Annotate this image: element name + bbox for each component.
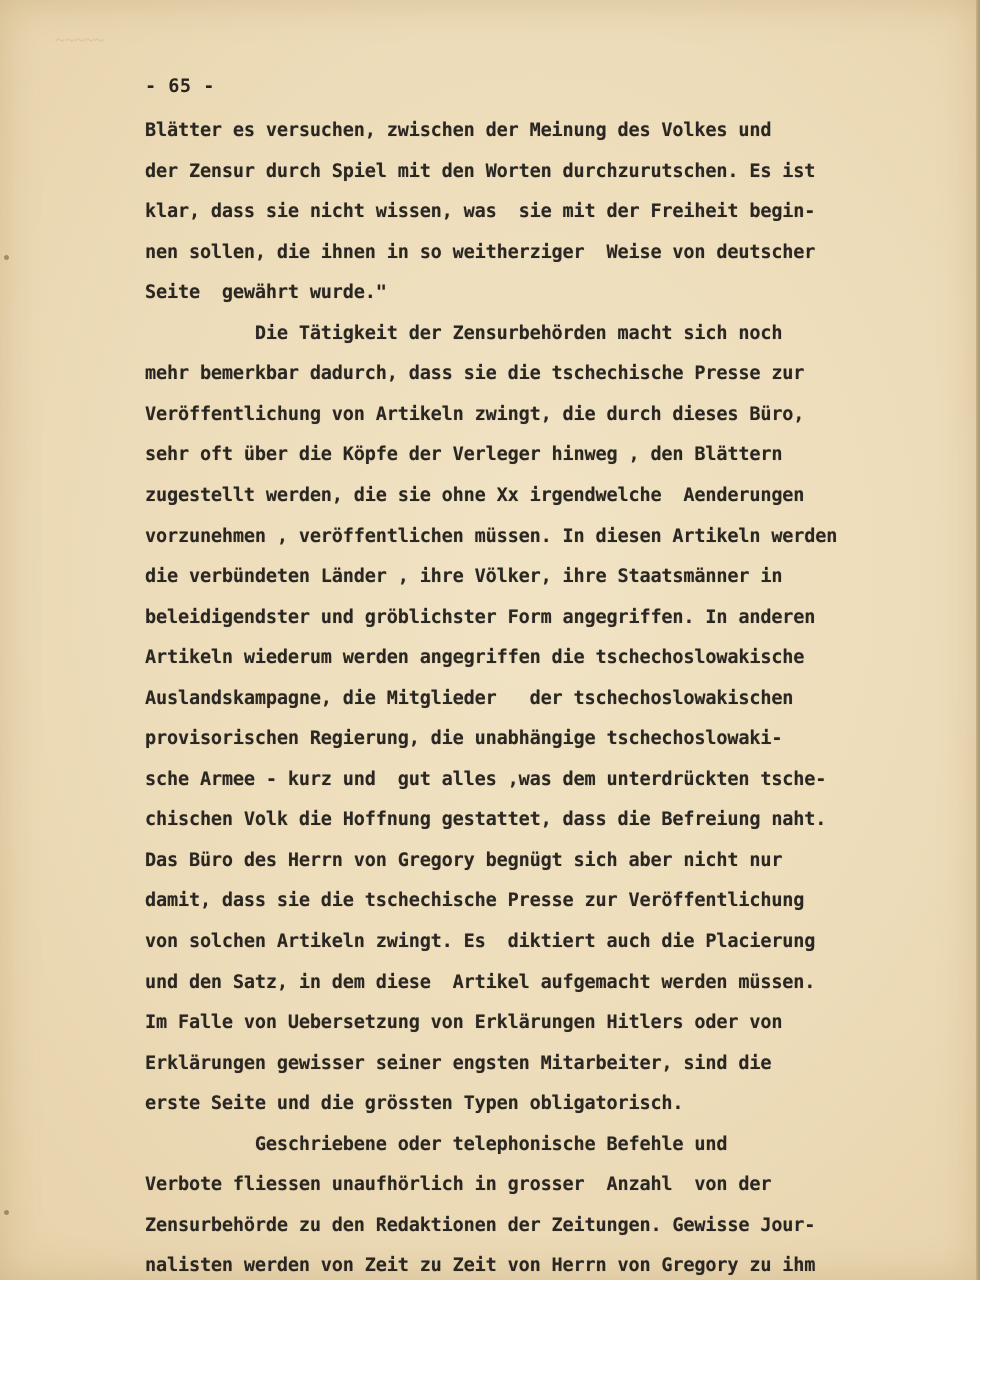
text-line: nalisten werden von Zeit zu Zeit von Herrn von Gregory zu ihm [145,1255,816,1277]
text-line: von solchen Artikeln zwingt. Es diktiert auch die Placierung [145,931,816,952]
text-line: sehr oft über die Köpfe der Verleger hinweg , den Blättern [145,444,783,466]
text-line: der Zensur durch Spiel mit den Worten durchzurutschen. Es ist [145,160,816,182]
text-line: sche Armee - kurz und gut alles ,was dem unterdrückten tsche- [145,768,827,790]
text-line: beleidigendster und gröblichster Form angegriffen. In anderen [145,606,816,628]
text-line: klar, dass sie nicht wissen, was sie mit der Freiheit begin- [145,201,816,223]
text-line: mehr bemerkbar dadurch, dass sie die tschechische Presse zur [145,363,805,385]
text-line: damit, dass sie die tschechische Presse zur Veröffentlichung [145,890,805,912]
binding-hole-mark [4,1210,9,1215]
page-number: - 65 - [145,76,215,97]
text-line: zugestellt werden, die sie ohne Xx irgendwelche Aenderungen [145,484,805,506]
text-line: provisorischen Regierung, die unabhängige tschechoslowaki- [145,728,783,750]
text-line: Blätter es versuchen, zwischen der Meinung des Volkes und [145,120,772,141]
text-line: Geschriebene oder telephonische Befehle und [145,1133,728,1155]
text-line: vorzunehmen , veröffentlichen müssen. In diesen Artikeln werden [145,525,838,547]
text-line: nen sollen, die ihnen in so weitherziger Weise von deutscher [145,241,816,263]
text-line: Zensurbehörde zu den Redaktionen der Zeitungen. Gewisse Jour- [145,1214,816,1236]
text-line: Veröffentlichung von Artikeln zwingt, die durch dieses Büro, [145,403,805,425]
paper-edge [976,0,980,1280]
text-line: chischen Volk die Hoffnung gestattet, dass die Befreiung naht. [145,809,827,831]
text-line: Die Tätigkeit der Zensurbehörden macht sich noch [145,322,783,344]
text-line: Im Falle von Uebersetzung von Erklärungen Hitlers oder von [145,1012,783,1034]
binding-hole-mark [4,255,9,260]
text-line: Auslandskampagne, die Mitglieder der tschechoslowakischen [145,687,794,709]
text-line: erste Seite und die grössten Typen obligatorisch. [145,1093,684,1115]
text-line: die verbündeten Länder , ihre Völker, ihre Staatsmänner in [145,566,783,588]
text-line: Seite gewährt wurde." [145,282,387,304]
text-line: Erklärungen gewisser seiner engsten Mitarbeiter, sind die [145,1052,772,1074]
text-line: Artikeln wiederum werden angegriffen die tschechoslowakische [145,647,805,669]
text-line: Das Büro des Herrn von Gregory begnügt sich aber nicht nur [145,849,783,871]
text-line: Verbote fliessen unaufhörlich in grosser Anzahl von der [145,1174,772,1196]
text-line: und den Satz, in dem diese Artikel aufgemacht werden müssen. [145,971,816,993]
faded-stamp: ~~~~~ [55,30,104,50]
